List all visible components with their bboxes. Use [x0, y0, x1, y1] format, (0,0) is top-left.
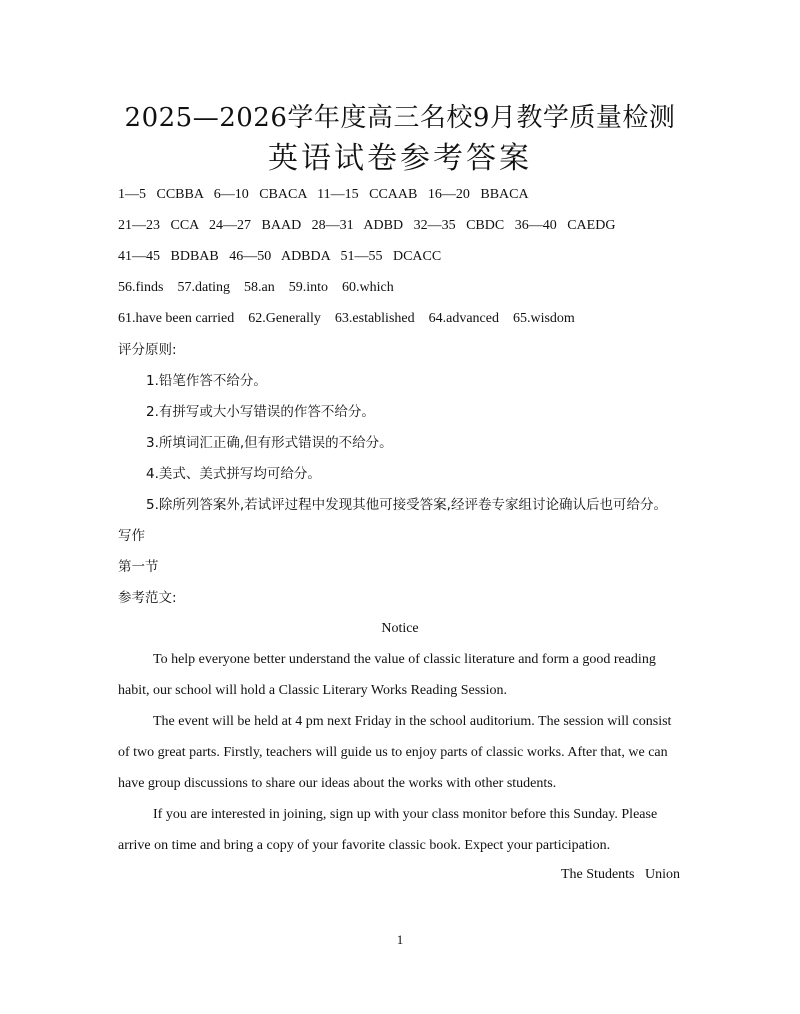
answer-row-4: 56.finds 57.dating 58.an 59.into 60.which	[118, 280, 394, 295]
essay-line-7: arrive on time and bring a copy of your favorite classic book. Expect your participation.	[118, 838, 611, 853]
answer-key-title: 英语试卷参考答案	[268, 141, 532, 176]
essay-line-3: The event will be held at 4 pm next Friday in the school auditorium. The session will consist	[153, 714, 672, 729]
essay-line-2: habit, our school will hold a Classic Literary Works Reading Session.	[118, 683, 508, 698]
answer-row-2: 21—23 CCA 24—27 BAAD 28—31 ADBD 32—35 CBDC 36—40 CAEDG	[118, 218, 616, 233]
grading-rule-2: 2.有拼写或大小写错误的作答不给分。	[146, 404, 375, 420]
essay-signature: The Students Union	[561, 867, 680, 882]
essay-line-1: To help everyone better understand the value of classic literature and form a good reading	[153, 652, 656, 667]
answer-row-5: 61.have been carried 62.Generally 63.established 64.advanced 65.wisdom	[118, 311, 575, 326]
answer-row-1: 1—5 CCBBA 6—10 CBACA 11—15 CCAAB 16—20 BBACA	[118, 187, 529, 202]
essay-line-6: If you are interested in joining, sign up with your class monitor before this Sunday. Please	[153, 807, 658, 822]
grading-rule-4: 4.美式、美式拼写均可给分。	[146, 466, 321, 482]
sample-essay-label: 参考范文:	[118, 590, 177, 606]
essay-line-4: of two great parts. Firstly, teachers will guide us to enjoy parts of classic works. After that, we can	[118, 745, 668, 760]
writing-section: 第一节	[118, 559, 159, 575]
grading-rule-5: 5.除所列答案外,若试评过程中发现其他可接受答案,经评卷专家组讨论确认后也可给分。	[146, 497, 667, 513]
exam-title: 2025—2026学年度高三名校9月教学质量检测	[124, 103, 676, 133]
answer-row-3: 41—45 BDBAB 46—50 ADBDA 51—55 DCACC	[118, 249, 442, 264]
essay-line-5: have group discussions to share our ideas about the works with other students.	[118, 776, 557, 791]
essay-title: Notice	[381, 621, 419, 636]
writing-heading: 写作	[118, 528, 145, 544]
grading-rule-1: 1.铅笔作答不给分。	[146, 373, 267, 389]
grading-rule-3: 3.所填词汇正确,但有形式错误的不给分。	[146, 435, 393, 451]
grading-heading: 评分原则:	[118, 342, 177, 358]
page-number: 1	[396, 932, 404, 947]
